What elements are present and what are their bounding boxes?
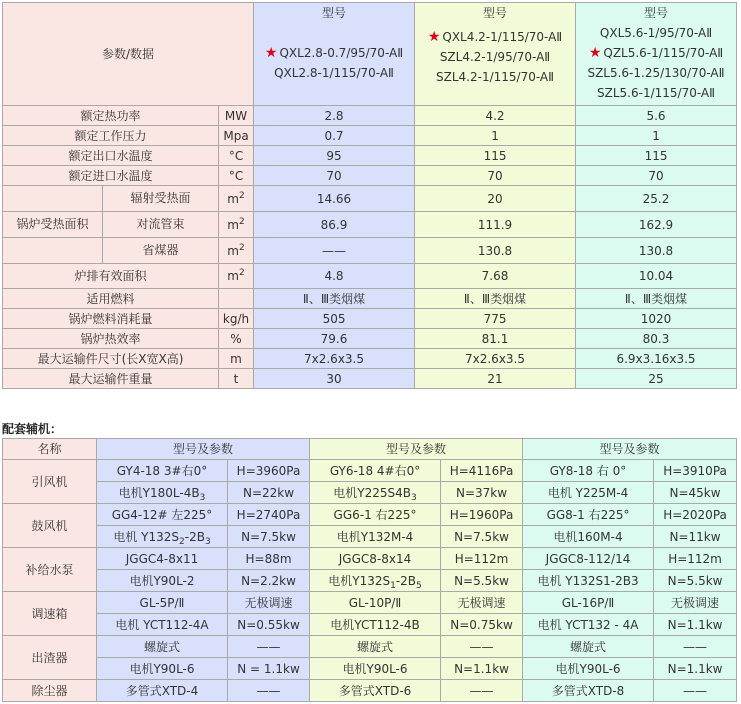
spec-value: 1 bbox=[415, 126, 576, 146]
model-name: ★ QXL4.2-1/115/70-AⅡ bbox=[427, 29, 563, 45]
model-header-cell bbox=[415, 3, 576, 106]
accessory-model: 多管式XTD-6 bbox=[310, 680, 441, 702]
accessory-param: N=22kw bbox=[228, 482, 310, 504]
accessory-model: GL-10P/Ⅱ bbox=[310, 592, 441, 614]
accessory-param: H=4116Pa bbox=[441, 460, 523, 482]
spec-value: Ⅱ、Ⅲ类烟煤 bbox=[254, 289, 415, 309]
accessory-model: 螺旋式 bbox=[523, 636, 654, 658]
accessory-param: H=1960Pa bbox=[441, 504, 523, 526]
accessory-param: 无极调速 bbox=[228, 592, 310, 614]
accessory-model: 电机Y90L-6 bbox=[523, 658, 654, 680]
accessory-name: 引风机 bbox=[3, 460, 97, 504]
accessory-model: GG4-12# 左225° bbox=[97, 504, 228, 526]
spec-value: 30 bbox=[254, 369, 415, 389]
spec-value: 95 bbox=[254, 146, 415, 166]
accessory-param: N=5.5kw bbox=[441, 570, 523, 592]
accessory-param: H=3910Pa bbox=[654, 460, 737, 482]
spec-label: 适用燃料 bbox=[3, 289, 219, 309]
spec-value: 2.8 bbox=[254, 106, 415, 126]
accessory-model: GG8-1 右225° bbox=[523, 504, 654, 526]
spec-value: 505 bbox=[254, 309, 415, 329]
accessory-model: 电机Y90L-6 bbox=[97, 658, 228, 680]
unit-exponent: 2 bbox=[238, 268, 245, 278]
spec-label: 额定进口水温度 bbox=[3, 166, 219, 186]
spec-value: 70 bbox=[415, 166, 576, 186]
accessory-param: H=2020Pa bbox=[654, 504, 737, 526]
heat-surface-label-cell bbox=[3, 212, 219, 238]
model-list bbox=[417, 23, 573, 87]
spec-value: 115 bbox=[576, 146, 737, 166]
spec-label: 锅炉燃料消耗量 bbox=[3, 309, 219, 329]
accessory-model: 螺旋式 bbox=[310, 636, 441, 658]
spec-sublabel: 对流管束 bbox=[136, 217, 185, 231]
accessory-param: N=37kw bbox=[441, 482, 523, 504]
model-name: SZL4.2-1/95/70-AⅡ bbox=[439, 50, 551, 64]
spec-label: 锅炉热效率 bbox=[3, 329, 219, 349]
spec-label: 最大运输件重量 bbox=[3, 369, 219, 389]
subscript: 3 bbox=[411, 492, 417, 503]
unit-cell: Mpa bbox=[219, 126, 254, 146]
spec-sublabel: 省煤器 bbox=[142, 243, 179, 257]
accessory-param: N = 1.1kw bbox=[228, 658, 310, 680]
spec-value: 1020 bbox=[576, 309, 737, 329]
unit-cell: MW bbox=[219, 106, 254, 126]
heat-surface-group-label bbox=[3, 238, 103, 263]
subscript: 3 bbox=[204, 536, 211, 547]
star-icon: ★ bbox=[588, 45, 602, 61]
spec-value: 81.1 bbox=[415, 329, 576, 349]
accessory-param: —— bbox=[654, 636, 737, 658]
accessory-param: H=112m bbox=[654, 548, 737, 570]
model-name: SZL5.6-1.25/130/70-AⅡ bbox=[587, 66, 725, 80]
unit-exponent: 2 bbox=[238, 242, 245, 253]
accessory-model: JGGC8-112/14 bbox=[523, 548, 654, 570]
spec-value: 130.8 bbox=[576, 238, 737, 264]
accessory-model: GY8-18 右 0° bbox=[523, 460, 654, 482]
spec-value: 70 bbox=[576, 166, 737, 186]
spec-value: 7.68 bbox=[415, 264, 576, 289]
accessory-param: N=5.5kw bbox=[654, 570, 737, 592]
heat-surface-label-cell bbox=[3, 238, 219, 264]
heat-surface-group-label: 锅炉受热面积 bbox=[3, 212, 103, 237]
spec-value: 25 bbox=[576, 369, 737, 389]
accessory-model: 电机$Y225S4B_3$ bbox=[310, 482, 441, 504]
accessory-model: GG6-1 右225° bbox=[310, 504, 441, 526]
accessory-param: N=11kw bbox=[654, 526, 737, 548]
accessory-table bbox=[2, 438, 737, 702]
accessory-model: 电机 YCT132 - 4A bbox=[523, 614, 654, 636]
accessory-model: 电机 Y225M-4 bbox=[523, 482, 654, 504]
accessory-param: 无极调速 bbox=[654, 592, 737, 614]
spec-label: 额定出口水温度 bbox=[3, 146, 219, 166]
accessory-model: 电机$Y132S_1-2B_5$ bbox=[310, 570, 441, 592]
spec-value: 4.8 bbox=[254, 264, 415, 289]
accessory-model: 电机YCT112-4B bbox=[310, 614, 441, 636]
model-label: 型号 bbox=[483, 6, 508, 20]
accessory-name: 补给水泵 bbox=[3, 548, 97, 592]
accessory-param: N=0.75kw bbox=[441, 614, 523, 636]
accessory-param: —— bbox=[441, 680, 523, 702]
heat-surface-label-cell bbox=[3, 186, 219, 212]
spec-value: 115 bbox=[415, 146, 576, 166]
accessory-name: 出渣器 bbox=[3, 636, 97, 680]
unit-cell: t bbox=[219, 369, 254, 389]
spec-value: 111.9 bbox=[415, 212, 576, 238]
spec-value: 5.6 bbox=[576, 106, 737, 126]
accessory-param: H=112m bbox=[441, 548, 523, 570]
subscript: 1 bbox=[390, 580, 396, 591]
accessory-model: GL-16P/Ⅱ bbox=[523, 592, 654, 614]
heat-surface-group-label bbox=[3, 186, 103, 211]
accessory-param: N=45kw bbox=[654, 482, 737, 504]
accessory-model: JGGC8-8x14 bbox=[310, 548, 441, 570]
heat-surface-label-split bbox=[3, 186, 218, 211]
accessory-param: N=1.1kw bbox=[654, 658, 737, 680]
spec-value: 130.8 bbox=[415, 238, 576, 264]
accessory-param: N=2.2kw bbox=[228, 570, 310, 592]
accessory-model: 电机 YCT112-4A bbox=[97, 614, 228, 636]
unit-cell: $m^2$ bbox=[219, 238, 254, 264]
spec-label: 炉排有效面积 bbox=[3, 264, 219, 289]
spec-value: 4.2 bbox=[415, 106, 576, 126]
accessory-model: GY4-18 3#右0° bbox=[97, 460, 228, 482]
spec-value: 14.66 bbox=[254, 186, 415, 212]
accessory-model: 电机Y132M-4 bbox=[310, 526, 441, 548]
model-name: SZL5.6-1/115/70-AⅡ bbox=[597, 86, 716, 100]
subscript: 3 bbox=[199, 492, 206, 503]
accessory-param: H=2740Pa bbox=[228, 504, 310, 526]
model-header-cell bbox=[576, 3, 737, 106]
spec-value: 7x2.6x3.5 bbox=[415, 349, 576, 369]
accessory-spec-header: 型号及参数 bbox=[310, 439, 523, 460]
accessory-model: 电机160M-4 bbox=[523, 526, 654, 548]
unit-cell: $m^2$ bbox=[219, 186, 254, 212]
spec-value: 7x2.6x3.5 bbox=[254, 349, 415, 369]
accessory-param: H=88m bbox=[228, 548, 310, 570]
accessory-param: N=1.1kw bbox=[654, 614, 737, 636]
accessory-model: 电机$Y180L-4B_3$ bbox=[97, 482, 228, 504]
subscript: 5 bbox=[416, 580, 422, 591]
accessory-model: 电机Y90L-2 bbox=[97, 570, 228, 592]
model-label: 型号 bbox=[322, 6, 347, 20]
unit-cell: $m^2$ bbox=[219, 212, 254, 238]
star-icon: ★ bbox=[264, 45, 278, 61]
star-icon: ★ bbox=[427, 29, 441, 45]
model-name: QXL5.6-1/95/70-AⅡ bbox=[599, 26, 713, 40]
accessory-model: 多管式XTD-4 bbox=[97, 680, 228, 702]
spec-value: 21 bbox=[415, 369, 576, 389]
unit-cell: kg/h bbox=[219, 309, 254, 329]
spec-value: 25.2 bbox=[576, 186, 737, 212]
accessory-model: 电机Y90L-6 bbox=[310, 658, 441, 680]
accessory-section-title: 配套辅机： bbox=[2, 422, 63, 436]
boiler-spec-table bbox=[2, 2, 737, 389]
model-name: ★ QXL2.8-0.7/95/70-AⅡ bbox=[264, 45, 404, 61]
accessory-name-header: 名称 bbox=[3, 439, 97, 460]
spec-value: 86.9 bbox=[254, 212, 415, 238]
model-name: QXL2.8-1/115/70-AⅡ bbox=[274, 66, 394, 80]
accessory-model: 螺旋式 bbox=[97, 636, 228, 658]
unit-cell: °C bbox=[219, 166, 254, 186]
subscript: 2 bbox=[179, 536, 185, 547]
accessory-param: N=1.1kw bbox=[441, 658, 523, 680]
spec-value: 0.7 bbox=[254, 126, 415, 146]
spec-value: 162.9 bbox=[576, 212, 737, 238]
spec-value: 79.6 bbox=[254, 329, 415, 349]
spec-sublabel: 辐射受热面 bbox=[130, 191, 191, 205]
accessory-param: H=3960Pa bbox=[228, 460, 310, 482]
unit-cell: °C bbox=[219, 146, 254, 166]
spec-value: 775 bbox=[415, 309, 576, 329]
unit-cell: $m^2$ bbox=[219, 264, 254, 289]
model-label: 型号 bbox=[644, 6, 669, 20]
spec-value: 1 bbox=[576, 126, 737, 146]
param-header-cell: 参数/数据 bbox=[3, 3, 254, 106]
accessory-model: GL-5P/Ⅱ bbox=[97, 592, 228, 614]
model-name: ★ QZL5.6-1/115/70-AⅡ bbox=[588, 45, 724, 61]
accessory-name: 调速箱 bbox=[3, 592, 97, 636]
unit-cell: m bbox=[219, 349, 254, 369]
accessory-param: —— bbox=[654, 680, 737, 702]
heat-surface-label-split bbox=[3, 238, 218, 263]
accessory-param: N=7.5kw bbox=[228, 526, 310, 548]
accessory-model: JGGC4-8x11 bbox=[97, 548, 228, 570]
unit-exponent: 2 bbox=[238, 190, 245, 201]
spec-value: Ⅱ、Ⅲ类烟煤 bbox=[576, 289, 737, 309]
accessory-param: —— bbox=[228, 636, 310, 658]
accessory-name: 除尘器 bbox=[3, 680, 97, 702]
spec-value: —— bbox=[254, 238, 415, 264]
spec-value: 20 bbox=[415, 186, 576, 212]
accessory-spec-header: 型号及参数 bbox=[97, 439, 310, 460]
accessory-model: 多管式XTD-8 bbox=[523, 680, 654, 702]
spec-value: 6.9x3.16x3.5 bbox=[576, 349, 737, 369]
spec-value: 80.3 bbox=[576, 329, 737, 349]
model-header-cell bbox=[254, 3, 415, 106]
unit-cell bbox=[219, 289, 254, 309]
model-list bbox=[578, 23, 734, 103]
spec-label: 额定热功率 bbox=[3, 106, 219, 126]
spec-value: 70 bbox=[254, 166, 415, 186]
spec-value: 10.04 bbox=[576, 264, 737, 289]
spec-label: 额定工作压力 bbox=[3, 126, 219, 146]
accessory-param: N=0.55kw bbox=[228, 614, 310, 636]
heat-surface-label-split bbox=[3, 212, 218, 237]
spec-label: 最大运输件尺寸(长X宽X高) bbox=[3, 349, 219, 369]
accessory-model: GY6-18 4#右0° bbox=[310, 460, 441, 482]
model-list bbox=[256, 23, 412, 83]
unit-exponent: 2 bbox=[238, 216, 245, 227]
accessory-model: 电机 Y132S1-2B3 bbox=[523, 570, 654, 592]
accessory-name: 鼓风机 bbox=[3, 504, 97, 548]
spec-value: Ⅱ、Ⅲ类烟煤 bbox=[415, 289, 576, 309]
unit-cell: % bbox=[219, 329, 254, 349]
model-name: SZL4.2-1/115/70-AⅡ bbox=[436, 70, 555, 84]
accessory-param: N=7.5kw bbox=[441, 526, 523, 548]
accessory-param: —— bbox=[441, 636, 523, 658]
accessory-param: —— bbox=[228, 680, 310, 702]
accessory-spec-header: 型号及参数 bbox=[523, 439, 737, 460]
accessory-model: 电机 $Y132S_2-2B_3$ bbox=[97, 526, 228, 548]
accessory-param: 无极调速 bbox=[441, 592, 523, 614]
